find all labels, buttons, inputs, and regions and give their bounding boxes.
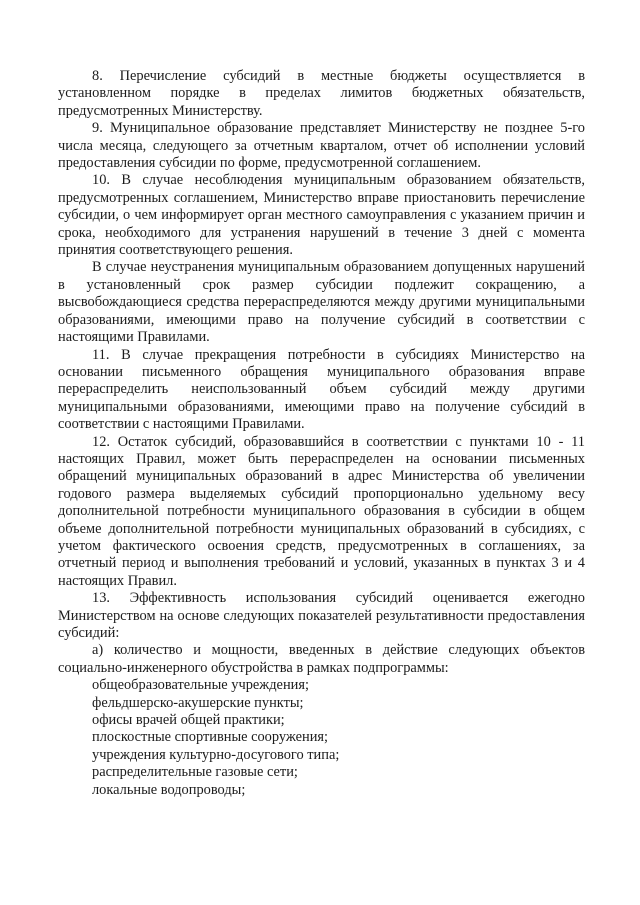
list-item: офисы врачей общей практики; — [92, 712, 285, 729]
paragraph-9: 9. Муниципальное образование представляет Министерству не позднее 5-го числа месяца, следующего за отчетным кварталом, отчет об исполнении условий предоставления субсидии по форме, предусмотренной соглашением. — [58, 120, 585, 172]
paragraph-12: 12. Остаток субсидий, образовавшийся в соответствии с пунктами 10 - 11 настоящих Правил, может быть перераспределен на основании письменных обращений муниципальных образований в адрес Министерства об увеличении годового размера выделяемых субсидий пропорционально удельному весу дополнительной потребности муниципального образования в субсидии в общем объеме дополнительной потребности муниципальных образований в субсидиях, с учетом фактического освоения средств, предусмотренных в соглашениях, за отчетный период и выполнения требований и условий, указанных в пунктах 3 и 4 настоящих Правил. — [58, 433, 585, 589]
list-item: локальные водопроводы; — [92, 781, 246, 798]
list-item: фельдшерско-акушерские пункты; — [92, 694, 304, 711]
list-item: учреждения культурно-досугового типа; — [92, 746, 340, 763]
paragraph-13a: а) количество и мощности, введенных в действие следующих объектов социально-инженерного обустройства в рамках подпрограммы: — [58, 642, 585, 676]
paragraph-10: 10. В случае несоблюдения муниципальным образованием обязательств, предусмотренных соглашением, Министерство вправе приостановить перечисление субсидии, о чем информирует орган местного самоуправления с указанием причин и срока, необходимого для устранения нарушений в течение 3 дней с момента принятия соответствующего решения. — [58, 172, 585, 259]
paragraph-10-continued: В случае неустранения муниципальным образованием допущенных нарушений в установленный срок размер субсидии подлежит сокращению, а высвобождающиеся средства перераспределяются между другими муниципальными образованиями, имеющими право на получение субсидий в соответствии с настоящими Правилами. — [58, 259, 585, 346]
paragraph-13: 13. Эффективность использования субсидий оценивается ежегодно Министерством на основе следующих показателей результативности предоставления субсидий: — [58, 590, 585, 641]
objects-list — [58, 677, 585, 799]
list-item: общеобразовательные учреждения; — [92, 677, 309, 694]
paragraph-8: 8. Перечисление субсидий в местные бюджеты осуществляется в установленном порядке в пределах лимитов бюджетных обязательств, предусмотренных Министерству. — [58, 68, 585, 119]
paragraph-11: 11. В случае прекращения потребности в субсидиях Министерство на основании письменного обращения муниципального образования вправе перераспределить неиспользованный объем субсидий между другими муниципальными образованиями, имеющими право на получение субсидий в соответствии с настоящими Правилами. — [58, 346, 585, 433]
list-item: распределительные газовые сети; — [92, 764, 298, 781]
list-item: плоскостные спортивные сооружения; — [92, 729, 329, 746]
